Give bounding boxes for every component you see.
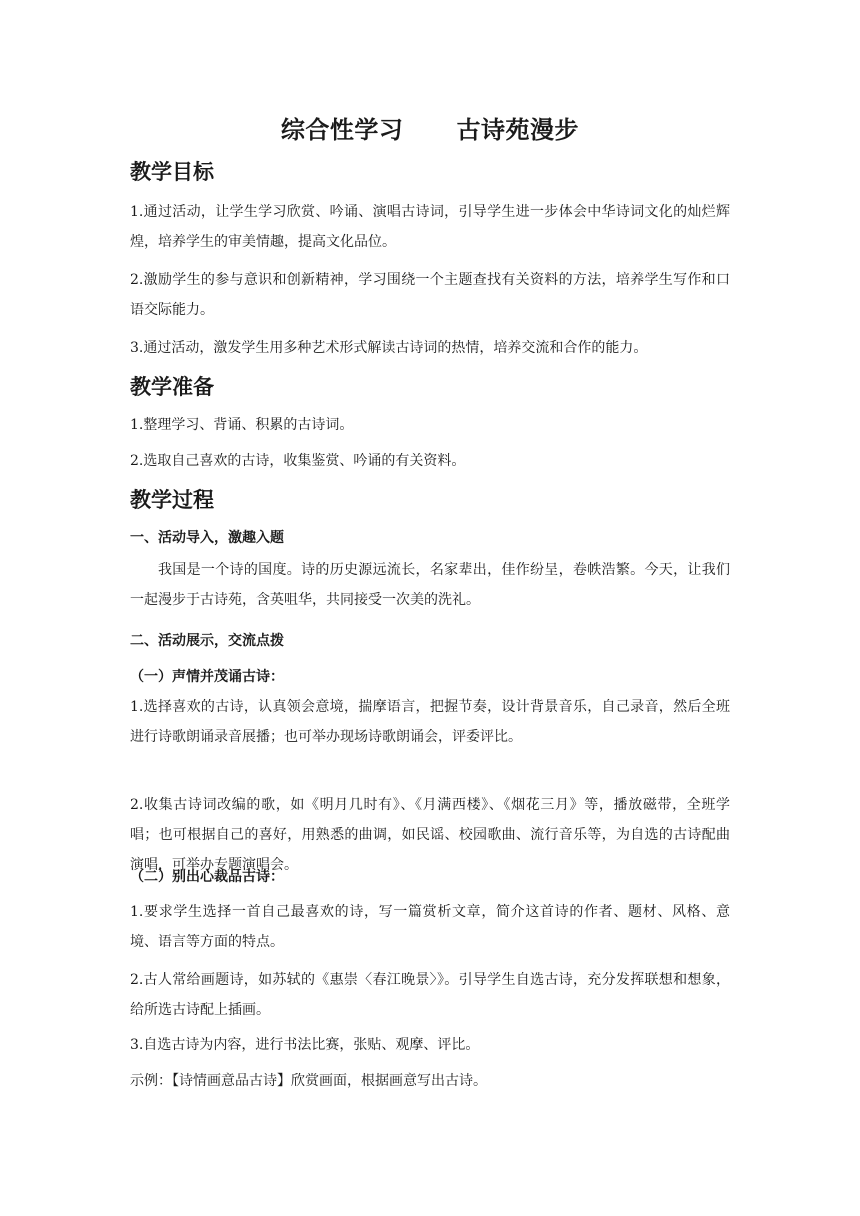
process-part2-heading: 二、活动展示，交流点拨 <box>130 633 284 649</box>
process-part1-heading: 一、活动导入，激趣入题 <box>130 530 284 546</box>
prep-item-2: 2.选取自己喜欢的古诗，收集鉴赏、吟诵的有关资料。 <box>130 453 466 469</box>
example-line: 示例：【诗情画意品古诗】欣赏画面，根据画意写出古诗。 <box>130 1073 487 1089</box>
sub2-item-2: 2.古人常给画题诗，如苏轼的《惠崇〈春江晚景〉》。引导学生自选古诗，充分发挥联想和想象，给所选古诗配上插画。 <box>130 972 730 1018</box>
goal-item-2: 2.激励学生的参与意识和创新精神，学习围绕一个主题查找有关资料的方法，培养学生写作和口语交际能力。 <box>130 272 730 318</box>
heading-goals: 教学目标 <box>130 160 214 184</box>
prep-item-1: 1.整理学习、背诵、积累的古诗词。 <box>130 417 354 433</box>
sub1-item-2: 2.收集古诗词改编的歌，如《明月几时有》、《月满西楼》、《烟花三月》等，播放磁带，全班学唱；也可根据自己的喜好，用熟悉的曲调，如民谣、校园歌曲、流行音乐等，为自选的古诗配曲演唱，可举办专题演唱会。 <box>130 797 730 873</box>
sub2-item-3: 3.自选古诗为内容，进行书法比赛，张贴、观摩、评比。 <box>130 1037 480 1053</box>
document-title: 综合性学习 古诗苑漫步 <box>280 116 580 144</box>
sub1-item-1: 1.选择喜欢的古诗，认真领会意境，揣摩语言，把握节奏，设计背景音乐，自己录音，然后全班进行诗歌朗诵录音展播；也可举办现场诗歌朗诵会，评委评比。 <box>130 699 730 745</box>
goal-item-3: 3.通过活动，激发学生用多种艺术形式解读古诗词的热情，培养交流和合作的能力。 <box>130 340 648 356</box>
sub2-item-1: 1.要求学生选择一首自己最喜欢的诗，写一篇赏析文章，简介这首诗的作者、题材、风格、意境、语言等方面的特点。 <box>130 904 730 950</box>
process-part1-text: 我国是一个诗的国度。诗的历史源远流长，名家辈出，佳作纷呈，卷帙浩繁。今天，让我们一起漫步于古诗苑，含英咀华，共同接受一次美的洗礼。 <box>130 562 730 608</box>
heading-process: 教学过程 <box>130 488 214 512</box>
sub2-heading: （二）别出心裁品古诗： <box>130 869 284 885</box>
sub1-heading: （一）声情并茂诵古诗： <box>130 669 284 685</box>
goal-item-1: 1.通过活动，让学生学习欣赏、吟诵、演唱古诗词，引导学生进一步体会中华诗词文化的灿烂辉煌，培养学生的审美情趣，提高文化品位。 <box>130 204 730 250</box>
heading-prep: 教学准备 <box>130 375 214 399</box>
